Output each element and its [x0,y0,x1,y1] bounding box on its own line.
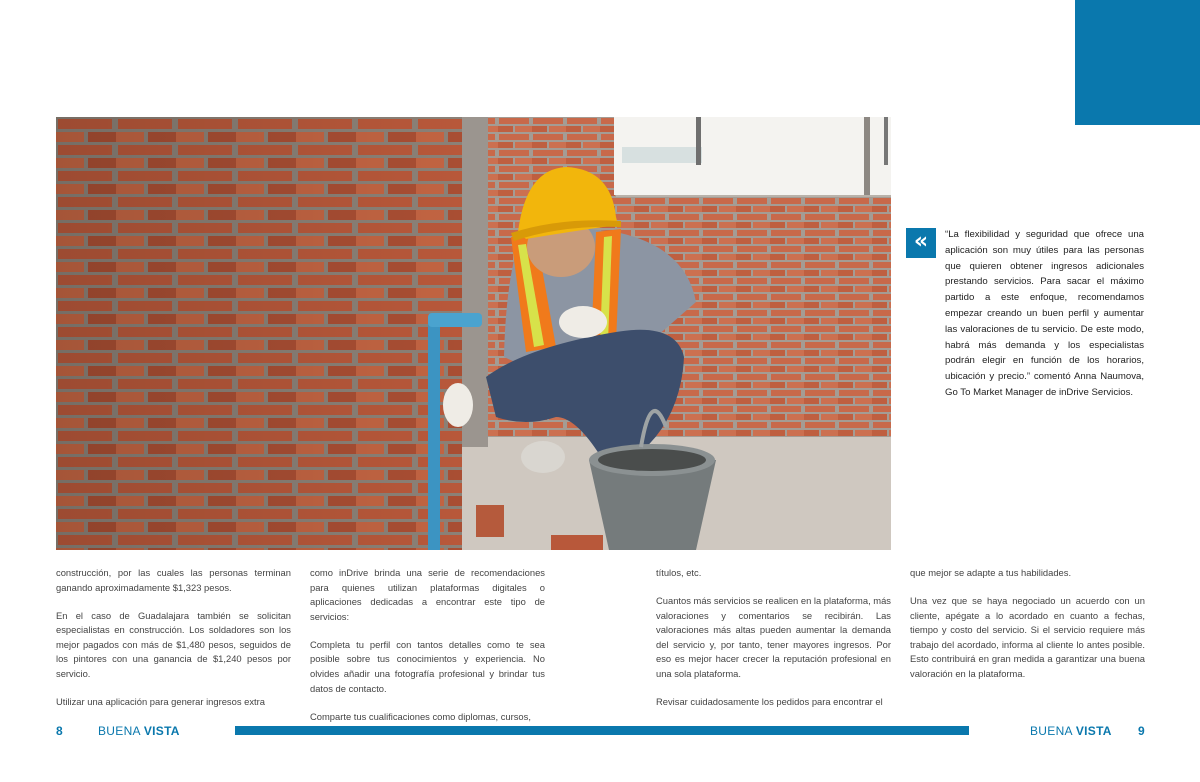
corner-accent-block [1075,0,1200,125]
paragraph: Utilizar una aplicación para generar ingresos extra [56,695,265,707]
pull-quote: “La flexibilidad y seguridad que ofrece una aplicación son muy útiles para las personas que quieren obtener ingresos adicionales prestando servicios. Para sacar el máximo partido a este enfoque, recomendamos empezar creando un buen perfil y aumentar las valoraciones de tu servicio. De este modo, habrá más demanda y los especialistas podrán elegir en función de los horarios, ubicación y precio.” comentó Anna Naumova, Go To Market Manager de inDrive Servicios. [945,229,1144,398]
paragraph: que mejor se adapte a tus habilidades. [910,567,1072,578]
footer-brand-right [1030,724,1112,738]
paragraph: Una vez que se haya negociado un acuerdo con un cliente, apégate a lo acordado en cuanto a fechas, tiempo y costo del servicio. Si el servicio requiere más trabajo del acordado, informa al cliente lo antes posible. Esto contribuirá en gran medida a garantizar una buena valoración en la plataforma. [910,594,1145,679]
paragraph: construcción, por las cuales las personas terminan ganando aproximadamente $1,323 pesos. [56,567,291,593]
paragraph: Revisar cuidadosamente los pedidos para encontrar el [656,695,883,707]
paragraph: Completa tu perfil con tantos detalles como te sea posible sobre tus conocimientos y experiencia. No olvides añadir una fotografía profesional y brindar tus datos de contacto. [310,638,545,694]
text-column-1 [56,566,291,723]
paragraph: Comparte tus cualificaciones como diplomas, cursos, [310,710,531,722]
brand-light: BUENA [98,724,141,738]
paragraph: títulos, etc. [656,567,702,578]
text-column-3 [656,566,891,723]
double-chevron-left-icon: « [906,228,936,258]
text-column-4 [910,566,1145,695]
brand-bold: VISTA [143,724,180,738]
page-number-left: 8 [56,724,63,738]
footer-brand-left [98,724,180,738]
brand-bold: VISTA [1075,724,1112,738]
paragraph: Cuantos más servicios se realicen en la plataforma, más valoraciones y comentarios se recibirán. Las valoraciones más altas pueden aumentar la demanda del servicio y, por tanto, tener mayores ingresos. Por eso es mejor hacer crecer la reputación profesional en una sola plataforma. [656,594,891,679]
paragraph: En el caso de Guadalajara también se solicitan especialistas en construcción. Los soldadores son los mejor pagados con más de $1,480 pesos, seguidos de los pintores con una ganancia de $1,240 pesos por servicio. [56,609,291,679]
paragraph: como inDrive brinda una serie de recomendaciones para quienes utilizan plataformas digitales o aplicaciones dedicadas a encontrar este tipo de servicios: [310,567,545,622]
footer-bar [235,726,969,735]
page-number-right: 9 [1138,724,1145,738]
text-column-2 [310,566,545,738]
construction-worker-photo [56,117,891,550]
brand-light: BUENA [1030,724,1073,738]
